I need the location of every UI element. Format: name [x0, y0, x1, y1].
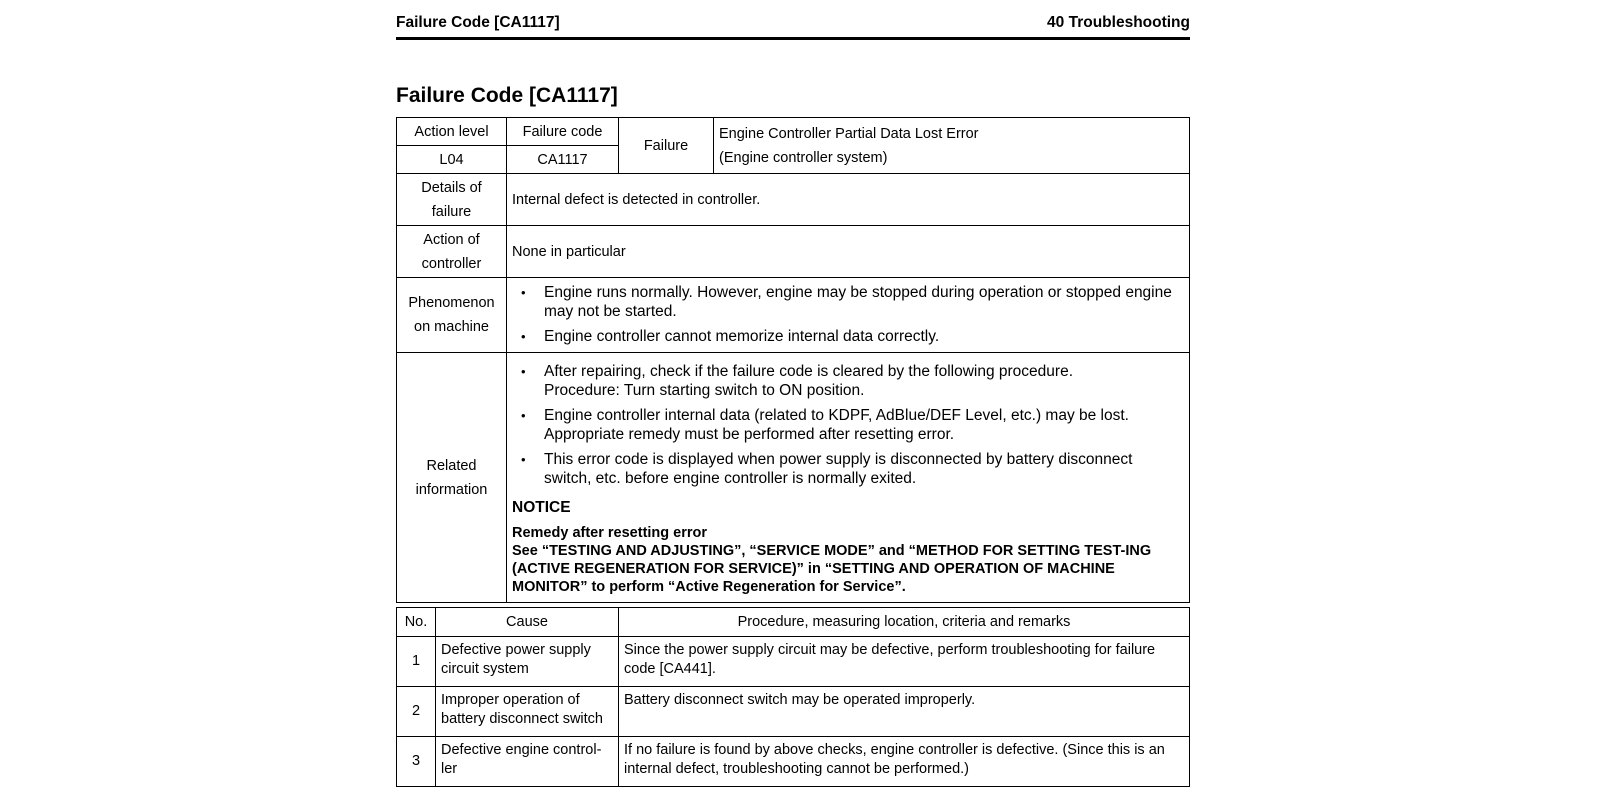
row-procedure: Battery disconnect switch may be operated improperly. — [619, 687, 1190, 737]
related-cell — [507, 353, 1190, 603]
page-title: Failure Code [CA1117] — [396, 84, 618, 107]
failure-label: Failure — [619, 118, 714, 174]
list-item: • Engine runs normally. However, engine may be stopped during operation or stopped engine may not be started. — [512, 283, 1184, 321]
related-line: • After repairing, check if the failure code is cleared by the following procedure. — [544, 363, 1074, 380]
header-rule — [396, 37, 1190, 40]
phenomenon-list — [512, 283, 1184, 346]
action-value: None in particular — [507, 226, 1190, 278]
row-no: 1 — [397, 637, 436, 687]
related-label: Related information — [397, 353, 507, 603]
action-label: Action of controller — [397, 226, 507, 278]
row-cause: Improper operation of battery disconnect switch — [436, 687, 619, 737]
failure-name-line1: Engine Controller Partial Data Lost Error — [719, 125, 979, 142]
col-header-cause: Cause — [436, 608, 619, 637]
phenomenon-cell — [507, 278, 1190, 353]
notice-title: NOTICE — [512, 499, 571, 516]
table-header-row — [397, 608, 1190, 637]
notice-heading: Remedy after resetting error — [512, 525, 708, 541]
col-header-procedure: Procedure, measuring location, criteria and remarks — [619, 608, 1190, 637]
row-cause: Defective engine control-ler — [436, 737, 619, 787]
row-no: 2 — [397, 687, 436, 737]
row-procedure: If no failure is found by above checks, engine controller is defective. (Since this is an internal defect, troubleshooting cannot be performed.) — [619, 737, 1190, 787]
failure-code-value: CA1117 — [507, 146, 619, 174]
header-right: 40 Troubleshooting — [1047, 14, 1190, 31]
list-item: • This error code is displayed when power supply is disconnected by battery disconnect switch, etc. before engine controller is normally exited. — [512, 450, 1184, 488]
row-procedure: Since the power supply circuit may be defective, perform troubleshooting for failure code [CA441]. — [619, 637, 1190, 687]
failure-name — [714, 118, 1190, 174]
table-row — [397, 687, 1190, 737]
related-list — [512, 362, 1184, 488]
col-header-no: No. — [397, 608, 436, 637]
row-cause: Defective power supply circuit system — [436, 637, 619, 687]
list-item: • Engine controller internal data (related to KDPF, AdBlue/DEF Level, etc.) may be lost. Appropriate remedy must be performed after resetting error. — [512, 406, 1184, 444]
action-level-value: L04 — [397, 146, 507, 174]
table-row — [397, 737, 1190, 787]
related-line: Procedure: Turn starting switch to ON position. — [544, 382, 865, 399]
details-label: Details of failure — [397, 174, 507, 226]
cause-table — [396, 607, 1190, 787]
notice-text: See “TESTING AND ADJUSTING”, “SERVICE MODE” and “METHOD FOR SETTING TEST-ING (ACTIVE REGENERATION FOR SERVICE)” in “SETTING AND OPERATION OF MACHINE MONITOR” to perform “Active Regeneration for Service”. — [512, 543, 1152, 595]
table-row — [397, 637, 1190, 687]
failure-name-line2: (Engine controller system) — [719, 149, 888, 166]
phenomenon-label: Phenomenon on machine — [397, 278, 507, 353]
action-level-label: Action level — [397, 118, 507, 146]
details-value: Internal defect is detected in controller. — [507, 174, 1190, 226]
list-item: • Engine controller cannot memorize internal data correctly. — [512, 327, 1184, 346]
notice-body — [512, 524, 1184, 596]
header-left: Failure Code [CA1117] — [396, 14, 560, 31]
failure-info-table — [396, 117, 1190, 603]
row-no: 3 — [397, 737, 436, 787]
list-item — [512, 362, 1184, 400]
failure-code-label: Failure code — [507, 118, 619, 146]
